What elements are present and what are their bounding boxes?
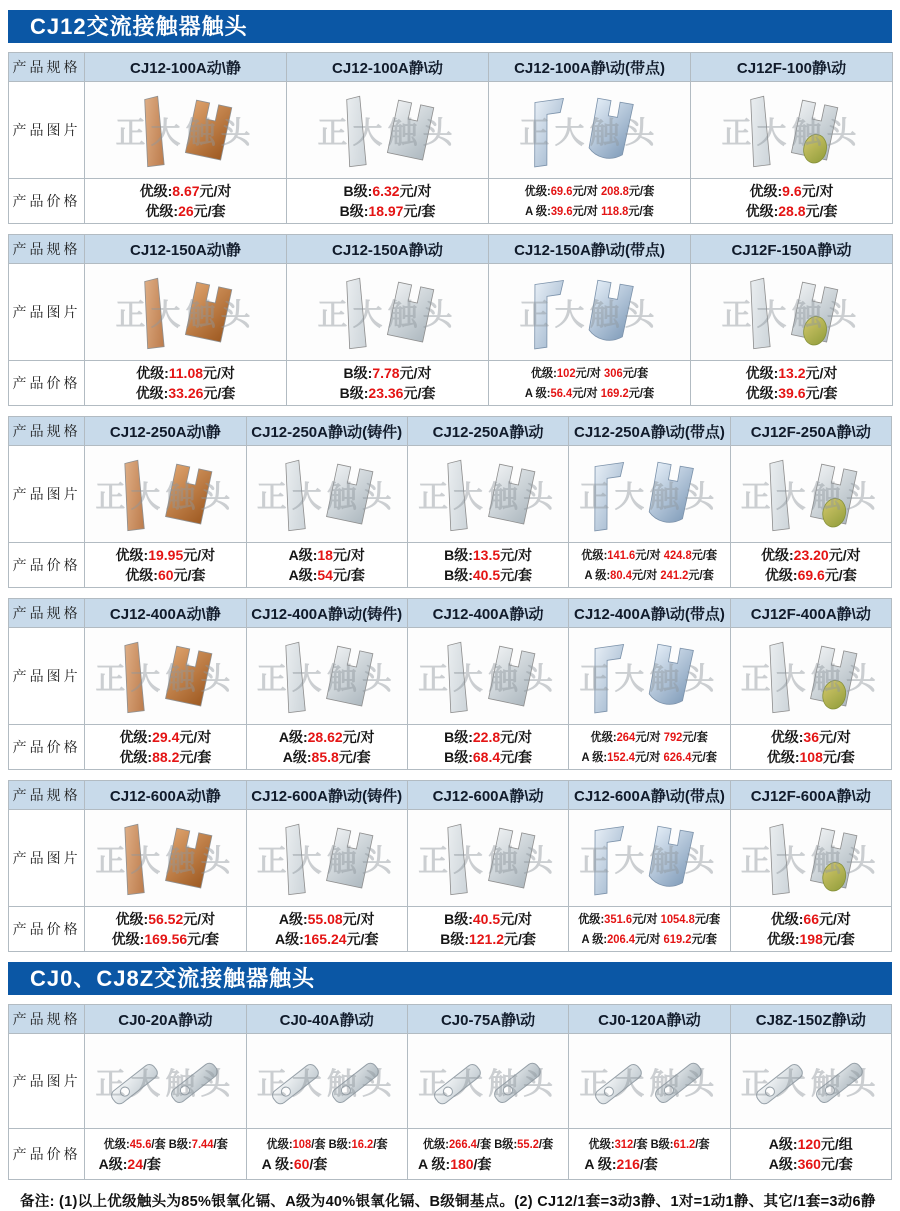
product-photo: [256, 1039, 397, 1124]
product-column-header: CJ12-400A动\静: [85, 599, 246, 628]
price-line: 优级:108元/套: [766, 749, 855, 765]
watermark-text: 正大触头: [95, 481, 236, 514]
section2-banner: CJ0、CJ8Z交流接触器触头: [8, 962, 892, 995]
price-line: 优级:88.2元/套: [119, 749, 212, 765]
price-line: 优级:8.67元/对: [139, 183, 232, 199]
price-line: B级:18.97元/套: [339, 203, 436, 219]
section1-banner: CJ12交流接触器触头: [8, 10, 892, 43]
price-cell: [407, 907, 568, 952]
product-photo: [703, 87, 880, 173]
image-row-label: 产品图片: [9, 446, 85, 543]
flat-contact-photo-icon: [418, 1039, 559, 1124]
price-cell: [407, 725, 568, 770]
price-line: B级:40.5元/套: [444, 567, 533, 583]
watermark-text: 正大触头: [95, 663, 236, 696]
product-image-cell: [489, 264, 691, 361]
price-cell: [730, 543, 891, 588]
watermark-text: 正大触头: [418, 1068, 559, 1101]
watermark-text: 正大触头: [317, 117, 458, 150]
price-cell: [85, 361, 287, 406]
price-line: 优级:39.6元/套: [745, 385, 838, 401]
watermark-text: 正大触头: [115, 299, 256, 332]
watermark-text: 正大触头: [579, 663, 720, 696]
product-photo: [97, 269, 274, 355]
price-block: [85, 363, 286, 403]
price-line: 优级:108/套 B级:16.2/套: [266, 1137, 388, 1151]
product-table: [8, 598, 892, 770]
product-column-header: CJ12F-250A静\动: [730, 417, 891, 446]
price-block: [85, 727, 245, 767]
product-photo: [418, 815, 559, 901]
price-row-label: 产品价格: [9, 543, 85, 588]
spec-row: [9, 599, 892, 628]
flat-contact-photo-icon: [256, 1039, 397, 1124]
product-column-header: CJ12-250A动\静: [85, 417, 246, 446]
product-photo: [579, 633, 720, 719]
watermark-text: 正大触头: [721, 117, 862, 150]
price-block: [408, 545, 568, 585]
price-block: [691, 181, 892, 221]
image-row: [9, 446, 892, 543]
price-block: [569, 727, 729, 767]
image-row-label: 产品图片: [9, 264, 85, 361]
price-cell: [489, 179, 691, 224]
product-photo: [501, 269, 678, 355]
price-cell: [691, 361, 893, 406]
footer-note: 备注: (1)以上优级触头为85%银氧化镉、A级为40%银氧化镉、B级铜基点。(2) CJ12/1套=3动3静、1对=1动1静、其它/1套=3动6静: [20, 1194, 876, 1210]
price-line: B级:7.78元/对: [343, 365, 432, 381]
product-column-header: CJ12-600A静\动(带点): [569, 781, 730, 810]
price-line: A 级:206.4元/对 619.2元/套: [581, 932, 718, 946]
product-photo: [97, 87, 274, 173]
price-block: [769, 1134, 853, 1174]
spec-row-label: 产品规格: [9, 1005, 85, 1034]
watermark-text: 正大触头: [721, 299, 862, 332]
watermark-text: 正大触头: [740, 481, 881, 514]
price-cell: [85, 543, 246, 588]
spec-row-label: 产品规格: [9, 53, 85, 82]
product-photo: [740, 633, 881, 719]
price-line: B级:23.36元/套: [339, 385, 436, 401]
spec-row: [9, 1005, 892, 1034]
product-column-header: CJ12F-100静\动: [691, 53, 893, 82]
price-row: [9, 1129, 892, 1180]
price-line: A级:28.62元/对: [278, 729, 375, 745]
price-cell: [246, 725, 407, 770]
price-line: 优级:141.6元/对 424.8元/套: [581, 548, 718, 562]
price-line: A 级:152.4元/对 626.4元/套: [581, 750, 718, 764]
price-cell: [85, 179, 287, 224]
price-line: A级:85.8元/套: [282, 749, 371, 765]
product-column-header: CJ12-250A静\动(铸件): [246, 417, 407, 446]
price-block: [418, 1134, 558, 1174]
image-row: [9, 810, 892, 907]
product-photo: [740, 815, 881, 901]
price-line: 优级:56.52元/对: [115, 911, 216, 927]
product-column-header: CJ12F-600A静\动: [730, 781, 891, 810]
silver-contact-photo-icon: [299, 269, 476, 355]
product-photo: [95, 815, 236, 901]
watermark-text: 正大触头: [519, 117, 660, 150]
price-cell: [246, 543, 407, 588]
watermark-text: 正大触头: [95, 845, 236, 878]
watermark-text: 正大触头: [740, 1068, 881, 1101]
product-column-header: CJ12-250A静\动(带点): [569, 417, 730, 446]
price-block: [691, 363, 892, 403]
price-block: [569, 545, 729, 585]
watermark-text: 正大触头: [740, 845, 881, 878]
spec-row: [9, 235, 893, 264]
price-line: 优级:198元/套: [766, 931, 855, 947]
silver-contact-photo-icon: [418, 633, 559, 719]
product-column-header: CJ12F-150A静\动: [691, 235, 893, 264]
copper-contact-photo-icon: [95, 633, 236, 719]
product-image-cell: [730, 1034, 891, 1129]
product-photo: [418, 451, 559, 537]
product-image-cell: [287, 82, 489, 179]
product-table: [8, 52, 893, 224]
product-image-cell: [85, 628, 246, 725]
price-cell: [569, 907, 730, 952]
price-block: [85, 909, 245, 949]
cjf-contact-photo-icon: [740, 451, 881, 537]
product-column-header: CJ12-600A静\动: [407, 781, 568, 810]
price-line: A 级:60/套: [261, 1156, 328, 1172]
price-block: [731, 545, 891, 585]
image-row-label: 产品图片: [9, 1034, 85, 1129]
image-row: [9, 264, 893, 361]
silver-contact-photo-icon: [299, 87, 476, 173]
watermark-text: 正大触头: [418, 481, 559, 514]
flat-contact-photo-icon: [95, 1039, 236, 1124]
product-column-header: CJ0-75A静\动: [407, 1005, 568, 1034]
product-image-cell: [407, 810, 568, 907]
price-cell: [287, 179, 489, 224]
price-line: A级:54元/套: [288, 567, 365, 583]
product-image-cell: [85, 810, 246, 907]
price-line: 优级:13.2元/对: [745, 365, 838, 381]
product-photo: [579, 815, 720, 901]
watermark-text: 正大触头: [418, 845, 559, 878]
spec-row: [9, 53, 893, 82]
price-row: [9, 361, 893, 406]
product-photo: [299, 87, 476, 173]
image-row: [9, 82, 893, 179]
price-cell: [246, 1129, 407, 1180]
product-table: [8, 416, 892, 588]
product-column-header: CJ12-400A静\动(铸件): [246, 599, 407, 628]
price-block: [247, 727, 407, 767]
product-photo: [95, 1039, 236, 1124]
cjf-contact-photo-icon: [740, 633, 881, 719]
price-line: 优级:33.26元/套: [135, 385, 236, 401]
product-image-cell: [85, 82, 287, 179]
price-line: 优级:264元/对 792元/套: [590, 730, 709, 744]
watermark-text: 正大触头: [256, 481, 397, 514]
product-photo: [501, 87, 678, 173]
price-cell: [407, 1129, 568, 1180]
cjf-contact-photo-icon: [740, 815, 881, 901]
copper-contact-photo-icon: [95, 451, 236, 537]
cjf-contact-photo-icon: [703, 269, 880, 355]
price-line: A 级:80.4元/对 241.2元/套: [584, 568, 715, 582]
price-line: 优级:60元/套: [125, 567, 206, 583]
price-line: A级:18元/对: [288, 547, 365, 563]
price-block: [408, 727, 568, 767]
product-image-cell: [730, 810, 891, 907]
product-image-cell: [569, 1034, 730, 1129]
price-line: 优级:26元/套: [145, 203, 226, 219]
watermark-text: 正大触头: [579, 481, 720, 514]
price-cell: [85, 725, 246, 770]
price-line: 优级:312/套 B级:61.2/套: [588, 1137, 710, 1151]
product-image-cell: [489, 82, 691, 179]
price-block: [262, 1134, 392, 1174]
product-column-header: CJ12-100A动\静: [85, 53, 287, 82]
price-row: [9, 543, 892, 588]
watermark-text: 正大触头: [579, 1068, 720, 1101]
price-line: 优级:19.95元/对: [115, 547, 216, 563]
price-line: 优级:9.6元/对: [749, 183, 834, 199]
price-cell: [569, 543, 730, 588]
price-cell: [730, 1129, 891, 1180]
cj0-cj8z-tables-container: [8, 1004, 892, 1180]
product-column-header: CJ8Z-150Z静\动: [730, 1005, 891, 1034]
product-table: [8, 1004, 892, 1180]
price-line: A级:24/套: [98, 1156, 161, 1172]
product-column-header: CJ12-600A动\静: [85, 781, 246, 810]
product-image-cell: [407, 446, 568, 543]
price-line: 优级:23.20元/对: [761, 547, 861, 563]
silver-contact-photo-icon: [256, 451, 397, 537]
image-row-label: 产品图片: [9, 628, 85, 725]
product-photo: [418, 633, 559, 719]
price-cell: [85, 1129, 246, 1180]
product-column-header: CJ12-250A静\动: [407, 417, 568, 446]
price-line: B级:40.5元/对: [444, 911, 533, 927]
silver-contact-photo-icon: [256, 633, 397, 719]
price-line: 优级:28.8元/套: [745, 203, 838, 219]
watermark-text: 正大触头: [579, 845, 720, 878]
product-table: [8, 234, 893, 406]
price-row-label: 产品价格: [9, 907, 85, 952]
chrome-contact-photo-icon: [579, 815, 720, 901]
chrome-contact-photo-icon: [501, 269, 678, 355]
price-row: [9, 907, 892, 952]
price-cell: [569, 725, 730, 770]
product-column-header: CJ12-600A静\动(铸件): [246, 781, 407, 810]
price-row: [9, 179, 893, 224]
product-column-header: CJ12-100A静\动(带点): [489, 53, 691, 82]
silver-contact-photo-icon: [418, 451, 559, 537]
product-photo: [740, 1039, 881, 1124]
product-photo: [299, 269, 476, 355]
price-line: 优级:36元/对: [770, 729, 851, 745]
product-image-cell: [85, 1034, 246, 1129]
price-line: A级:360元/套: [768, 1156, 853, 1172]
price-line: A级:165.24元/套: [274, 931, 379, 947]
price-block: [99, 1134, 232, 1174]
silver-contact-photo-icon: [256, 815, 397, 901]
price-block: [408, 909, 568, 949]
product-column-header: CJ0-120A静\动: [569, 1005, 730, 1034]
price-line: B级:6.32元/对: [343, 183, 432, 199]
watermark-text: 正大触头: [256, 845, 397, 878]
spec-row: [9, 417, 892, 446]
product-image-cell: [730, 446, 891, 543]
price-block: [569, 909, 729, 949]
price-block: [287, 181, 488, 221]
cjf-contact-photo-icon: [703, 87, 880, 173]
product-column-header: CJ12-150A静\动(带点): [489, 235, 691, 264]
product-image-cell: [407, 628, 568, 725]
price-line: 优级:69.6元/套: [764, 567, 857, 583]
price-cell: [287, 361, 489, 406]
product-column-header: CJ12F-400A静\动: [730, 599, 891, 628]
price-row-label: 产品价格: [9, 1129, 85, 1180]
price-cell: [569, 1129, 730, 1180]
price-row: [9, 725, 892, 770]
product-image-cell: [85, 446, 246, 543]
product-image-cell: [246, 446, 407, 543]
price-line: A级:120元/组: [768, 1136, 853, 1152]
chrome-contact-photo-icon: [579, 633, 720, 719]
price-line: 优级:66元/对: [770, 911, 851, 927]
product-photo: [256, 451, 397, 537]
price-row-label: 产品价格: [9, 725, 85, 770]
price-block: [85, 545, 245, 585]
product-image-cell: [569, 810, 730, 907]
watermark-text: 正大触头: [519, 299, 660, 332]
price-line: B级:13.5元/对: [444, 547, 533, 563]
price-line: 优级:266.4/套 B级:55.2/套: [422, 1137, 554, 1151]
price-block: [287, 363, 488, 403]
watermark-text: 正大触头: [115, 117, 256, 150]
price-block: [584, 1134, 714, 1174]
price-cell: [691, 179, 893, 224]
watermark-text: 正大触头: [256, 663, 397, 696]
product-column-header: CJ12-100A静\动: [287, 53, 489, 82]
product-column-header: CJ0-20A静\动: [85, 1005, 246, 1034]
product-photo: [95, 633, 236, 719]
price-cell: [489, 361, 691, 406]
product-column-header: CJ12-400A静\动: [407, 599, 568, 628]
product-image-cell: [691, 264, 893, 361]
price-block: [489, 363, 690, 403]
spec-row-label: 产品规格: [9, 599, 85, 628]
flat-contact-photo-icon: [579, 1039, 720, 1124]
price-cell: [85, 907, 246, 952]
price-row-label: 产品价格: [9, 361, 85, 406]
price-line: 优级:69.6元/对 208.8元/套: [524, 184, 655, 198]
product-image-cell: [730, 628, 891, 725]
product-photo: [703, 269, 880, 355]
product-column-header: CJ12-150A动\静: [85, 235, 287, 264]
chrome-contact-photo-icon: [579, 451, 720, 537]
price-row-label: 产品价格: [9, 179, 85, 224]
image-row-label: 产品图片: [9, 810, 85, 907]
price-line: A 级:56.4元/对 169.2元/套: [524, 386, 655, 400]
watermark-text: 正大触头: [740, 663, 881, 696]
product-photo: [579, 1039, 720, 1124]
price-line: A 级:39.6元/对 118.8元/套: [525, 204, 654, 218]
price-cell: [407, 543, 568, 588]
price-block: [731, 727, 891, 767]
product-photo: [95, 451, 236, 537]
copper-contact-photo-icon: [97, 269, 274, 355]
product-image-cell: [569, 446, 730, 543]
price-block: [247, 545, 407, 585]
product-image-cell: [287, 264, 489, 361]
flat-contact-photo-icon: [740, 1039, 881, 1124]
price-line: 优级:45.6/套 B级:7.44/套: [103, 1137, 228, 1151]
spec-row-label: 产品规格: [9, 781, 85, 810]
product-image-cell: [246, 628, 407, 725]
price-line: B级:121.2元/套: [440, 931, 536, 947]
watermark-text: 正大触头: [317, 299, 458, 332]
price-line: B级:22.8元/对: [444, 729, 533, 745]
watermark-text: 正大触头: [95, 1068, 236, 1101]
copper-contact-photo-icon: [97, 87, 274, 173]
image-row-label: 产品图片: [9, 82, 85, 179]
watermark-text: 正大触头: [418, 663, 559, 696]
price-cell: [730, 725, 891, 770]
price-line: A级:55.08元/对: [278, 911, 375, 927]
spec-row-label: 产品规格: [9, 235, 85, 264]
image-row: [9, 1034, 892, 1129]
chrome-contact-photo-icon: [501, 87, 678, 173]
price-line: 优级:102元/对 306元/套: [530, 366, 649, 380]
product-photo: [256, 815, 397, 901]
price-cell: [246, 907, 407, 952]
silver-contact-photo-icon: [418, 815, 559, 901]
product-photo: [740, 451, 881, 537]
product-column-header: CJ12-400A静\动(带点): [569, 599, 730, 628]
price-line: A 级:180/套: [418, 1156, 492, 1172]
spec-row-label: 产品规格: [9, 417, 85, 446]
product-photo: [579, 451, 720, 537]
copper-contact-photo-icon: [95, 815, 236, 901]
product-image-cell: [569, 628, 730, 725]
product-image-cell: [246, 810, 407, 907]
price-line: 优级:169.56元/套: [111, 931, 220, 947]
product-image-cell: [407, 1034, 568, 1129]
price-line: A 级:216/套: [584, 1156, 658, 1172]
product-image-cell: [246, 1034, 407, 1129]
cj12-tables-container: [8, 52, 892, 952]
product-column-header: CJ12-150A静\动: [287, 235, 489, 264]
price-block: [731, 909, 891, 949]
price-block: [489, 181, 690, 221]
product-photo: [256, 633, 397, 719]
price-line: B级:68.4元/套: [444, 749, 533, 765]
price-line: 优级:29.4元/对: [119, 729, 212, 745]
image-row: [9, 628, 892, 725]
watermark-text: 正大触头: [256, 1068, 397, 1101]
price-cell: [730, 907, 891, 952]
price-line: 优级:11.08元/对: [136, 365, 235, 381]
price-line: 优级:351.6元/对 1054.8元/套: [578, 912, 721, 926]
product-image-cell: [85, 264, 287, 361]
product-column-header: CJ0-40A静\动: [246, 1005, 407, 1034]
spec-row: [9, 781, 892, 810]
product-photo: [418, 1039, 559, 1124]
product-image-cell: [691, 82, 893, 179]
price-block: [85, 181, 286, 221]
price-block: [247, 909, 407, 949]
product-table: [8, 780, 892, 952]
